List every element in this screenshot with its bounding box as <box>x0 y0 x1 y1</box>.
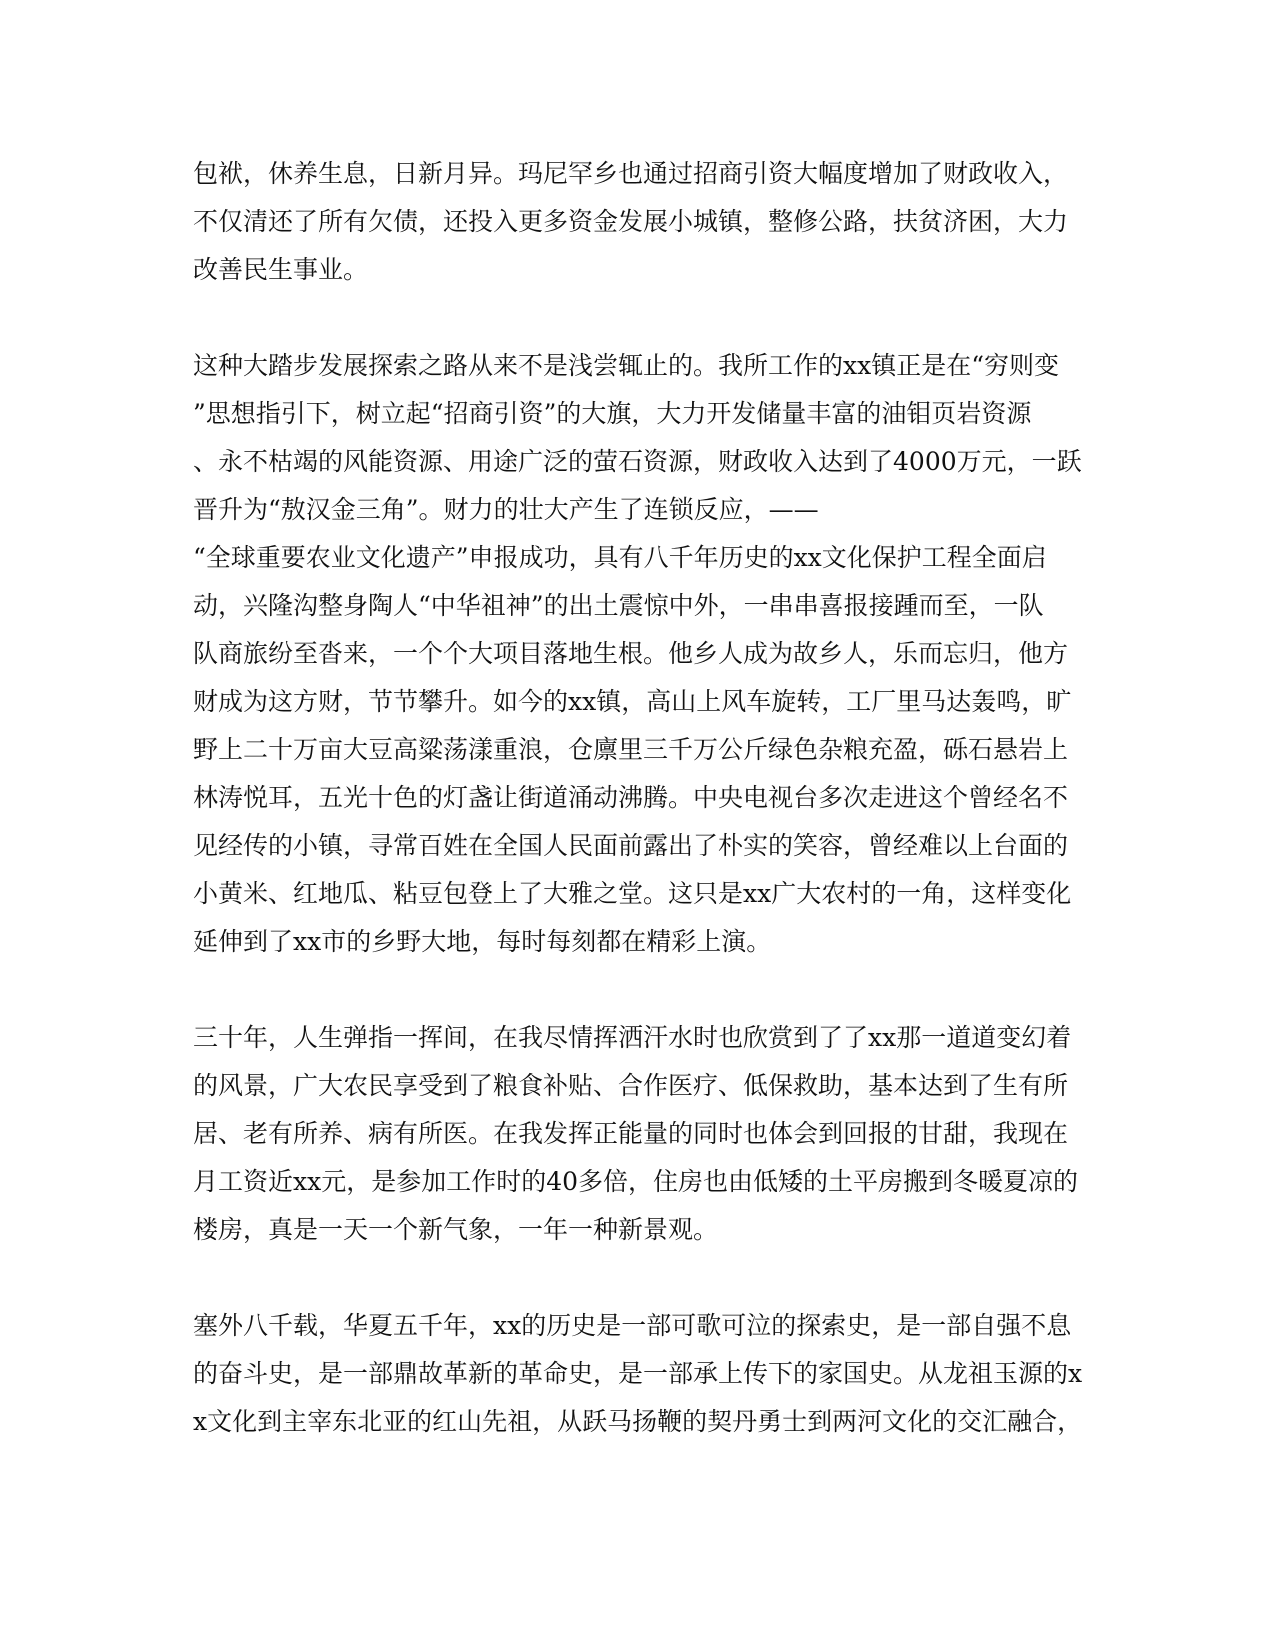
text-line: 的风景，广大农民享受到了粮食补贴、合作医疗、低保救助，基本达到了生有所 <box>193 1071 1069 1100</box>
text-line: 、永不枯竭的风能资源、用途广泛的萤石资源，财政收入达到了4000万元，一跃 <box>193 447 1082 476</box>
paragraph-4 <box>193 1302 1083 1446</box>
text-line: 塞外八千载，华夏五千年，xx的历史是一部可歌可泣的探索史，是一部自强不息 <box>193 1311 1072 1340</box>
text-line: 月工资近xx元，是参加工作时的40多倍，住房也由低矮的土平房搬到冬暖夏凉的 <box>193 1167 1079 1196</box>
text-line: 林涛悦耳，五光十色的灯盏让街道涌动沸腾。中央电视台多次走进这个曾经名不 <box>193 783 1069 812</box>
paragraph-gap <box>193 294 1073 342</box>
text-line: 队商旅纷至沓来，一个个大项目落地生根。他乡人成为故乡人，乐而忘归，他方 <box>193 639 1069 668</box>
paragraph-2 <box>193 342 1082 966</box>
text-line: 包袱，休养生息，日新月异。玛尼罕乡也通过招商引资大幅度增加了财政收入， <box>193 159 1069 188</box>
paragraph-gap <box>193 1254 1073 1302</box>
text-line: 楼房，真是一天一个新气象，一年一种新景观。 <box>193 1215 719 1244</box>
text-line: 改善民生事业。 <box>193 255 369 284</box>
text-line: 这种大踏步发展探索之路从来不是浅尝辄止的。我所工作的xx镇正是在“穷则变 <box>193 351 1059 380</box>
text-line: 居、老有所养、病有所医。在我发挥正能量的同时也体会到回报的甘甜，我现在 <box>193 1119 1069 1148</box>
text-line: 小黄米、红地瓜、粘豆包登上了大雅之堂。这只是xx广大农村的一角，这样变化 <box>193 879 1072 908</box>
text-line: 见经传的小镇，寻常百姓在全国人民面前露出了朴实的笑容，曾经难以上台面的 <box>193 831 1069 860</box>
text-line: 财成为这方财，节节攀升。如今的xx镇，高山上风车旋转，工厂里马达轰鸣，旷 <box>193 687 1072 716</box>
paragraph-3 <box>193 1014 1079 1254</box>
text-line: 的奋斗史，是一部鼎故革新的革命史，是一部承上传下的家国史。从龙祖玉源的x <box>193 1359 1083 1388</box>
paragraph-1 <box>193 150 1073 294</box>
text-line: 野上二十万亩大豆高粱荡漾重浪，仓廪里三千万公斤绿色杂粮充盈，砾石悬岩上 <box>193 735 1069 764</box>
text-line: 动，兴隆沟整身陶人“中华祖神”的出土震惊中外，一串串喜报接踵而至，一队 <box>193 591 1044 620</box>
text-line: 晋升为“敖汉金三角”。财力的壮大产生了连锁反应，—— <box>193 495 819 524</box>
text-line: x文化到主宰东北亚的红山先祖，从跃马扬鞭的契丹勇士到两河文化的交汇融合， <box>193 1407 1083 1436</box>
text-line: 不仅清还了所有欠债，还投入更多资金发展小城镇，整修公路，扶贫济困，大力 <box>193 207 1069 236</box>
text-line: 三十年，人生弹指一挥间，在我尽情挥洒汗水时也欣赏到了了xx那一道道变幻着 <box>193 1023 1072 1052</box>
text-line: “全球重要农业文化遗产”申报成功，具有八千年历史的xx文化保护工程全面启 <box>193 543 1047 572</box>
text-line: 延伸到了xx市的乡野大地，每时每刻都在精彩上演。 <box>193 927 772 956</box>
text-line: ”思想指引下，树立起“招商引资”的大旗，大力开发储量丰富的油钼页岩资源 <box>193 399 1032 428</box>
paragraph-gap <box>193 966 1073 1014</box>
document-body <box>193 150 1083 1446</box>
